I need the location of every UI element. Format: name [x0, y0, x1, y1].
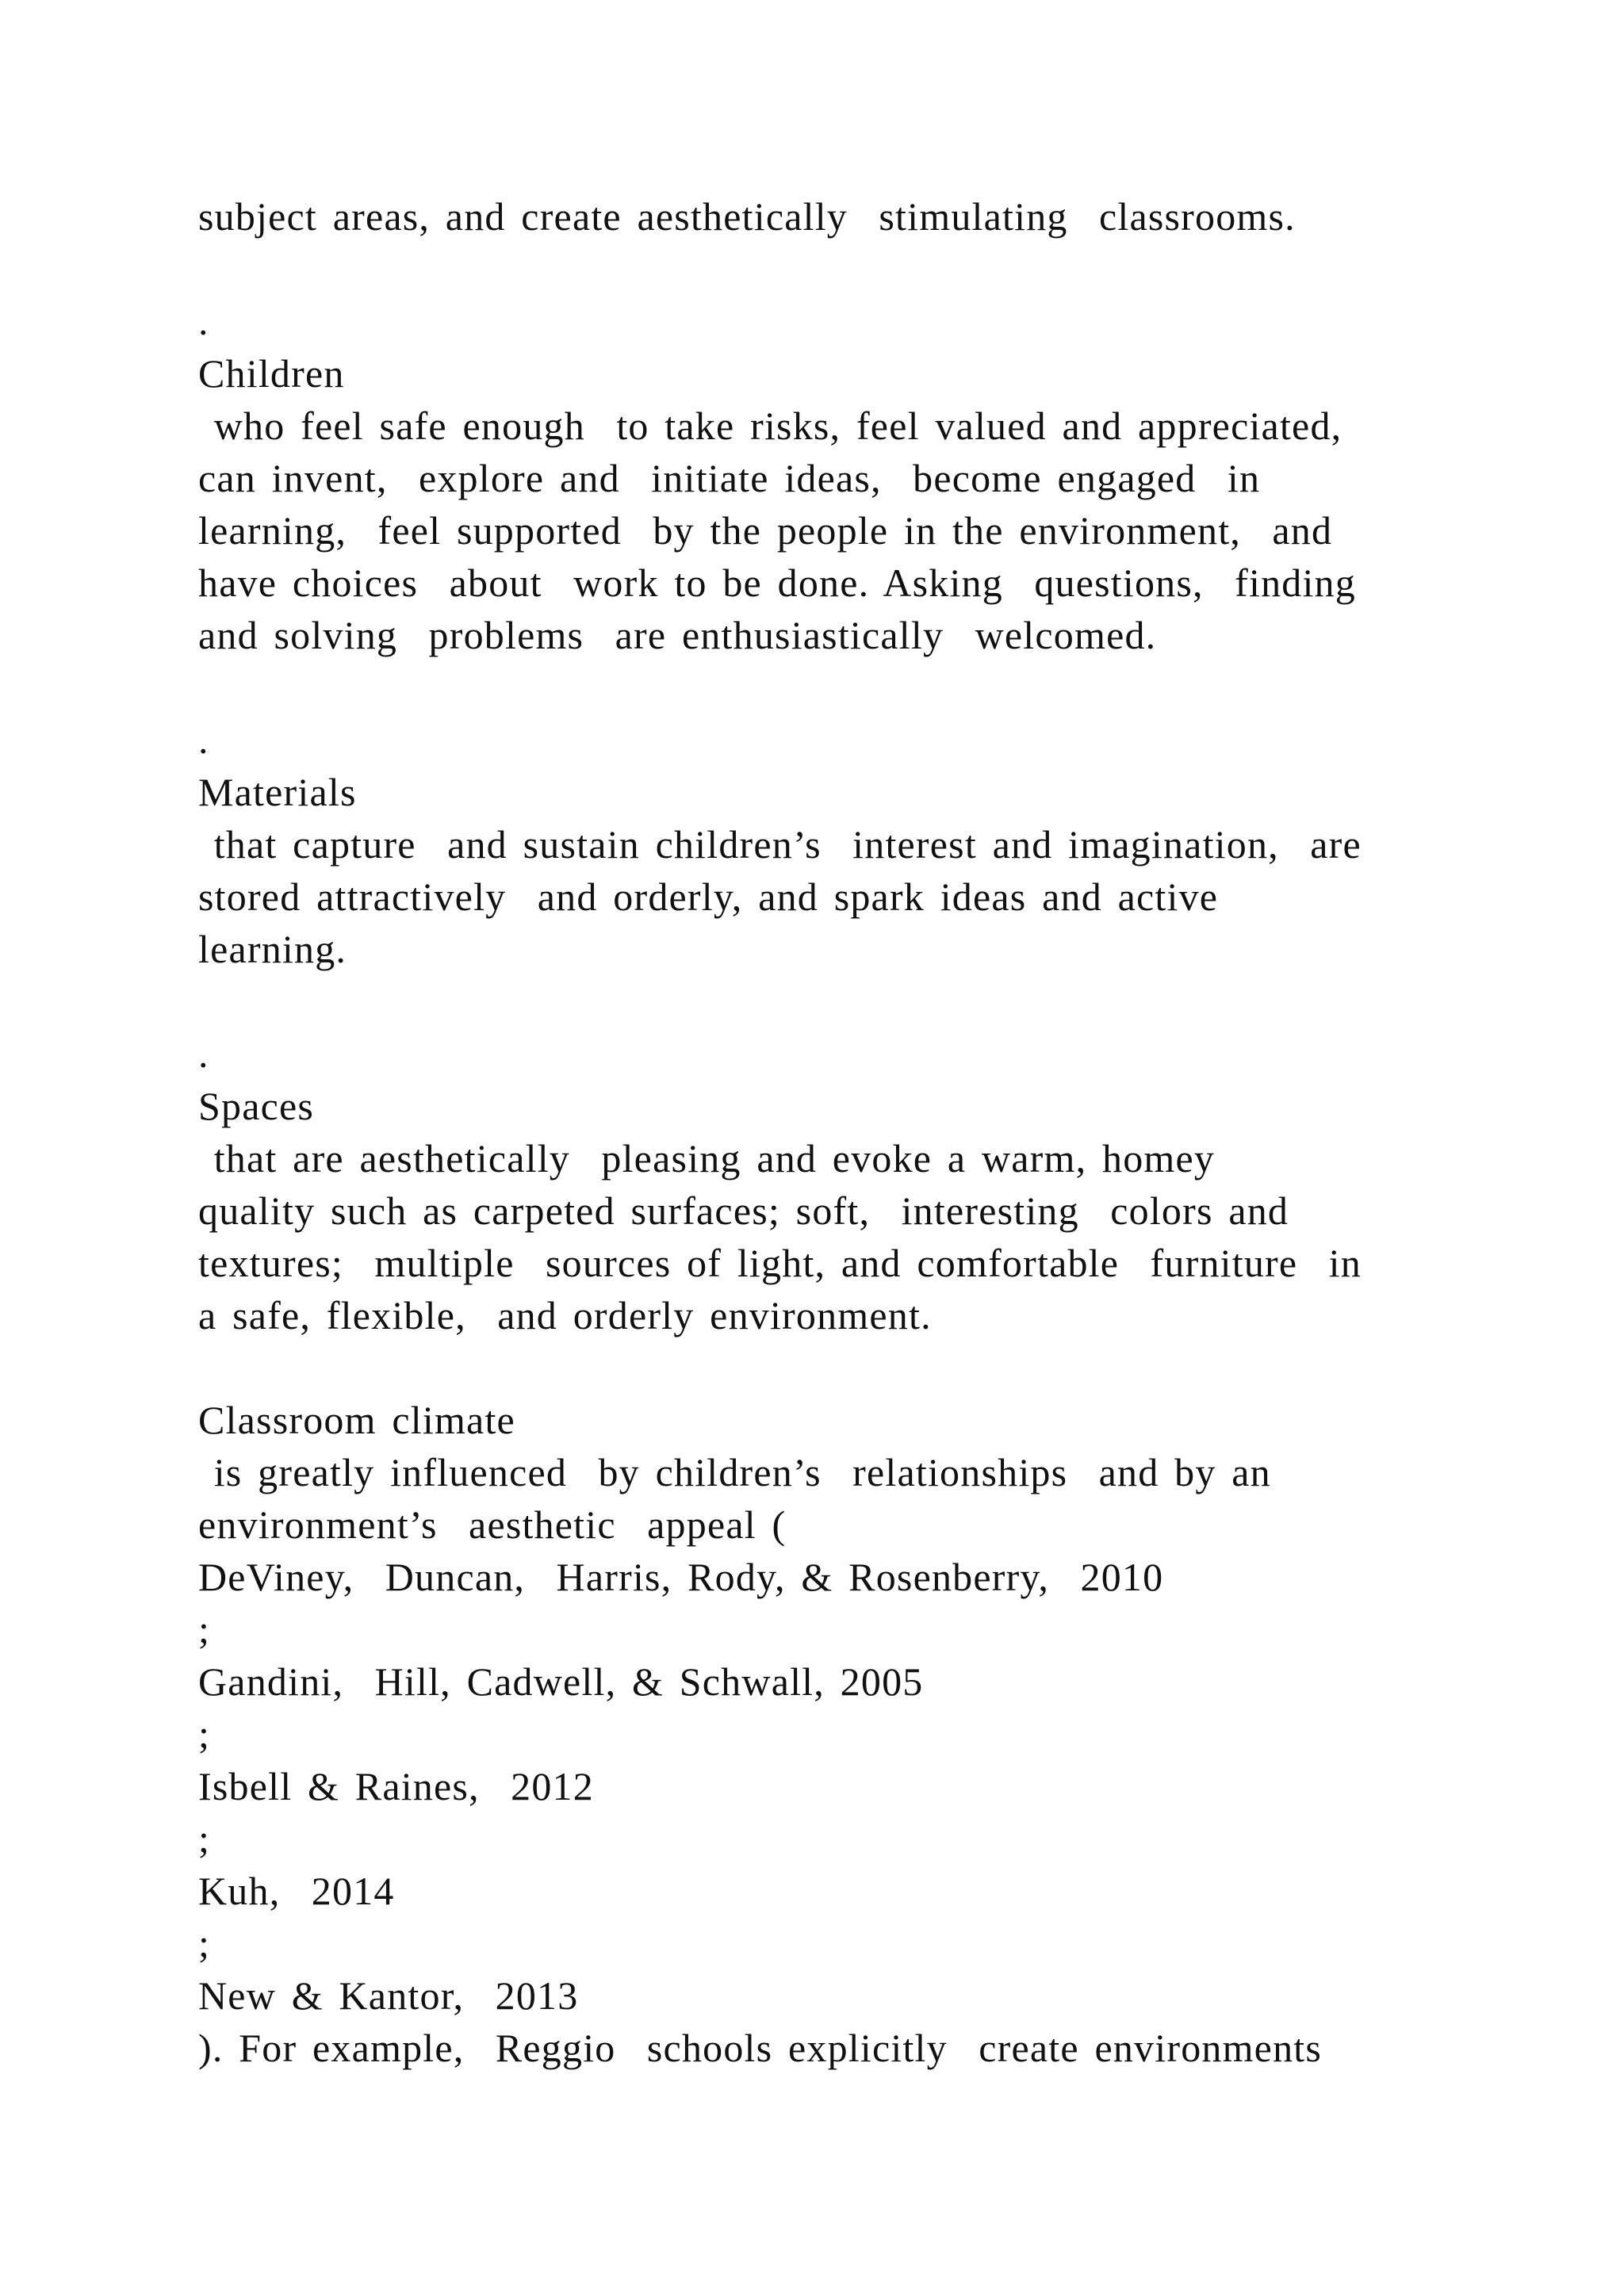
- term-children: Children: [198, 351, 345, 396]
- text-line: ). For example, Reggio schools explicitly create environments: [198, 2026, 1323, 2070]
- text-line: learning, feel supported by the people in the environment, and: [198, 508, 1333, 553]
- text-line: textures; multiple sources of light, and comfortable furniture in: [198, 1241, 1362, 1285]
- term-spaces: Spaces: [198, 1084, 315, 1128]
- text-line: that are aesthetically pleasing and evoke a warm, homey: [198, 1136, 1216, 1181]
- citation: Kuh, 2014: [198, 1869, 395, 1913]
- citation-separator: ;: [198, 1921, 211, 1965]
- text-line: learning.: [198, 927, 347, 971]
- term-materials: Materials: [198, 770, 357, 814]
- citation: DeViney, Duncan, Harris, Rody, & Rosenberry, 2010: [198, 1555, 1164, 1599]
- blank-line: [198, 1341, 1546, 1394]
- bullet-marker: .: [198, 1031, 209, 1076]
- term-classroom-climate: Classroom climate: [198, 1398, 515, 1442]
- text-line: quality such as carpeted surfaces; soft, interesting colors and: [198, 1188, 1289, 1233]
- text-line: subject areas, and create aesthetically stimulating classrooms.: [198, 194, 1296, 239]
- citation-separator: ;: [198, 1607, 211, 1651]
- body-text: [198, 190, 1546, 2074]
- citation-separator: ;: [198, 1816, 211, 1861]
- text-line: and solving problems are enthusiastically welcomed.: [198, 613, 1157, 657]
- blank-line: [198, 975, 1546, 1027]
- citation: New & Kantor, 2013: [198, 1973, 579, 2018]
- text-line: have choices about work to be done. Asking questions, finding: [198, 561, 1356, 605]
- text-line: stored attractively and orderly, and spark ideas and active: [198, 874, 1219, 919]
- text-line: who feel safe enough to take risks, feel valued and appreciated,: [198, 404, 1342, 448]
- text-line: environment’s aesthetic appeal (: [198, 1502, 787, 1547]
- text-line: can invent, explore and initiate ideas, become engaged in: [198, 456, 1261, 500]
- text-line: is greatly influenced by children’s relationships and by an: [198, 1450, 1271, 1494]
- text-line: a safe, flexible, and orderly environment.: [198, 1293, 932, 1337]
- citation-separator: ;: [198, 1712, 211, 1756]
- blank-line: [198, 243, 1546, 295]
- citation: Gandini, Hill, Cadwell, & Schwall, 2005: [198, 1659, 924, 1704]
- blank-line: [198, 661, 1546, 714]
- text-line: that capture and sustain children’s interest and imagination, are: [198, 822, 1362, 867]
- bullet-marker: .: [198, 718, 209, 762]
- citation: Isbell & Raines, 2012: [198, 1764, 594, 1808]
- bullet-marker: .: [198, 299, 209, 343]
